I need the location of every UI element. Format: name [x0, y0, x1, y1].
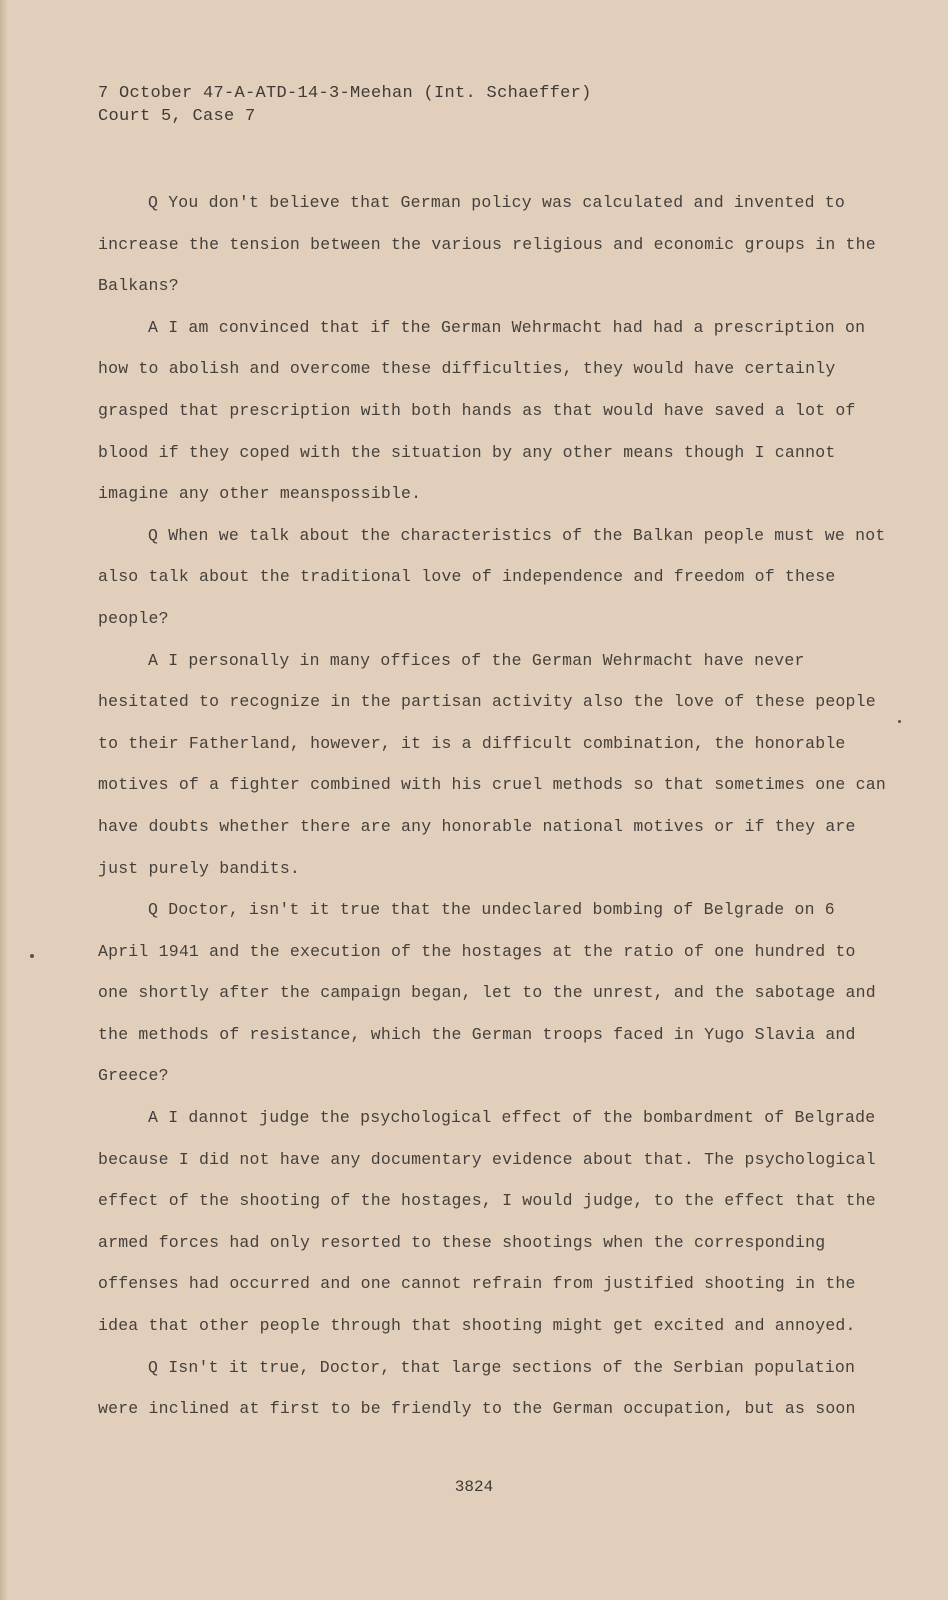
paper-speck [898, 720, 901, 723]
page-edge-shadow [0, 0, 8, 1600]
transcript-paragraph: Q When we talk about the characteristics of the Balkan people must we not also talk about the traditional love of independence and freedom of these people? [98, 525, 886, 628]
document-header [98, 82, 592, 128]
transcript-paragraph: A I personally in many offices of the German Wehrmacht have never hesitated to recognize in the partisan activity also the love of these people to their Fatherland, however, it is a difficult combination, the honorable motives of a fighter combined with his cruel methods so that sometimes one can have doubts whether there are any honorable national motives or if they are just purely bandits. [98, 650, 886, 878]
transcript-paragraph: A I am convinced that if the German Wehrmacht had had a prescription on how to abolish and overcome these difficulties, they would have certainly grasped that prescription with both hands as that would have saved a lot of blood if they coped with the situation by any other means though I cannot imagine any other meanspossible. [98, 317, 866, 504]
header-line-2: Court 5, Case 7 [98, 107, 256, 126]
header-line-1: 7 October 47-A-ATD-14-3-Meehan (Int. Schaeffer) [98, 84, 592, 103]
transcript-body [98, 182, 888, 1430]
paper-speck [30, 954, 34, 958]
transcript-paragraph: Q You don't believe that German policy was calculated and invented to increase the tension between the various religious and economic groups in the Balkans? [98, 193, 876, 296]
transcript-paragraph: A I dannot judge the psychological effect of the bombardment of Belgrade because I did not have any documentary evidence about that. The psychological effect of the shooting of the hostages, I would judge, to the effect that the armed forces had only resorted to these shootings when the corresponding offenses had occurred and one cannot refrain from justified shooting in the idea that other people through that shooting might get excited and annoyed. [98, 1108, 876, 1336]
transcript-paragraph: Q Doctor, isn't it true that the undeclared bombing of Belgrade on 6 April 1941 and the execution of the hostages at the ratio of one hundred to one shortly after the campaign began, let to the unrest, and the sabotage and the methods of resistance, which the German troops faced in Yugo Slavia and Greece? [98, 900, 876, 1086]
page-number: 3824 [454, 1478, 494, 1496]
transcript-paragraph: Q Isn't it true, Doctor, that large sections of the Serbian population were inclined at first to be friendly to the German occupation, but as soon [98, 1357, 856, 1419]
